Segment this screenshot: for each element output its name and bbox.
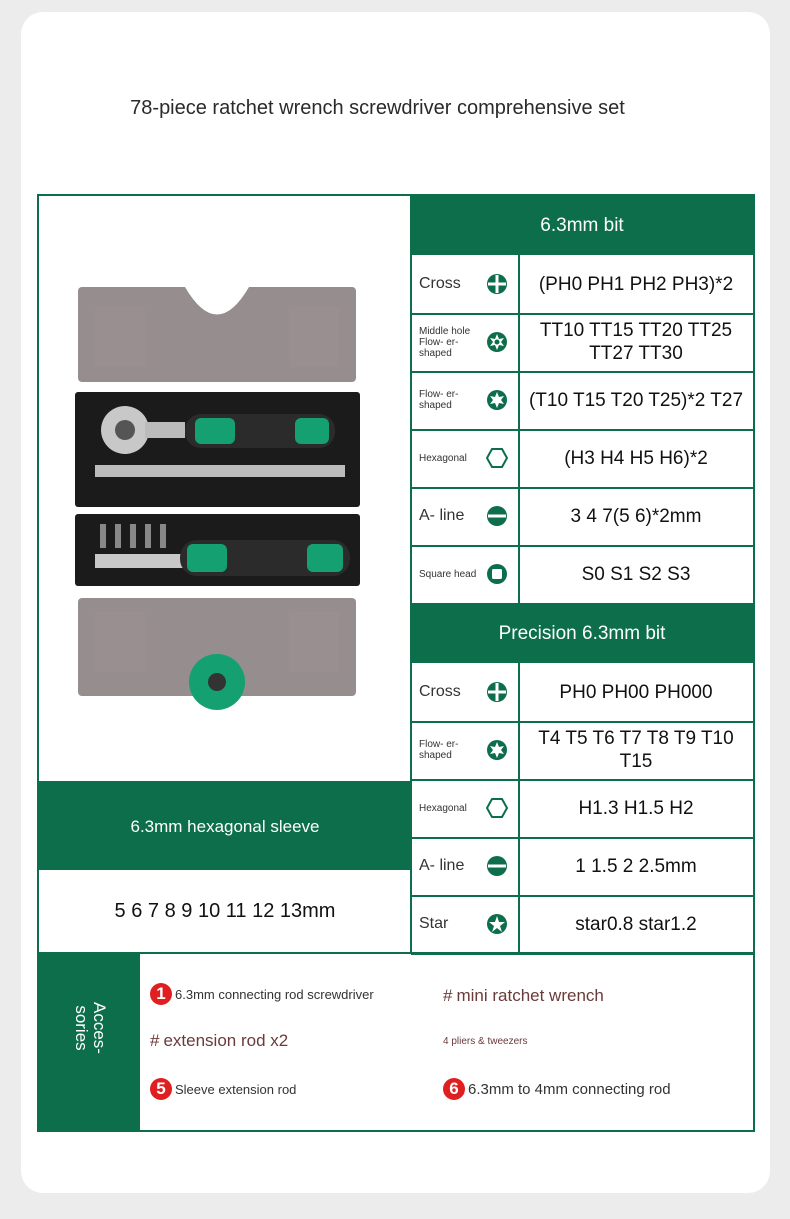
precision-row-label	[419, 895, 483, 953]
precision-row-label-text: Cross	[419, 683, 461, 700]
sleeve-divider	[39, 868, 411, 870]
bit63-row-label	[419, 487, 483, 545]
precision-row-value: 1 1.5 2 2.5mm	[575, 855, 697, 877]
sleeve-header: 6.3mm hexagonal sleeve	[39, 781, 411, 868]
accessory-marker: #	[443, 986, 453, 1005]
torx-icon	[486, 739, 508, 761]
bit63-row-value: (PH0 PH1 PH2 PH3)*2	[538, 273, 734, 295]
accessory-item	[443, 983, 604, 1009]
accessory-marker: 1	[150, 983, 172, 1005]
product-photo	[75, 282, 360, 712]
accessory-text: 6.3mm to 4mm connecting rod	[468, 1080, 671, 1098]
precision-row-label-text: Hexagonal	[419, 802, 467, 814]
precision-row-label-text: A- line	[419, 857, 465, 874]
precision-row-label	[419, 721, 483, 779]
bit63-row-label	[419, 545, 483, 603]
accessory-text: 4 pliers & tweezers	[443, 1035, 528, 1047]
page-title: 78-piece ratchet wrench screwdriver comprehensive set	[130, 97, 625, 119]
bit63-row-label-text: Middle hole Flow- er-shaped	[419, 325, 471, 359]
bit63-row-label	[419, 313, 483, 371]
slotted-icon	[486, 505, 508, 527]
bit63-row-label	[419, 371, 483, 429]
hexagon-icon	[486, 447, 508, 469]
left-right-divider	[410, 196, 412, 953]
accessory-item	[150, 981, 374, 1007]
precision-col-divider	[518, 663, 520, 953]
torx-hole-icon	[486, 331, 508, 353]
accessory-marker: 6	[443, 1078, 465, 1100]
accessory-text: extension rod x2	[163, 1031, 289, 1050]
bit63-col-divider	[518, 255, 520, 603]
precision-row-label-text: Flow- er-shaped	[419, 739, 459, 761]
accessory-item	[150, 1028, 288, 1054]
precision-row-label	[419, 837, 483, 895]
bit63-row-label-text: Flow- er-shaped	[419, 389, 459, 411]
accessory-item	[443, 1076, 671, 1102]
accessory-marker: 5	[150, 1078, 172, 1100]
precision-row-value: T4 T5 T6 T7 T8 T9 T10 T15	[538, 728, 734, 772]
precision-header: Precision 6.3mm bit	[411, 605, 753, 663]
precision-row-value: star0.8 star1.2	[575, 913, 697, 935]
bit63-row-label-text: A- line	[419, 507, 465, 524]
star-icon	[486, 913, 508, 935]
bit63-row-label-text: Hexagonal	[419, 452, 467, 464]
precision-row-label-text: Star	[419, 915, 449, 932]
slotted-icon	[486, 855, 508, 877]
precision-row-label	[419, 779, 483, 837]
cross-bit-icon	[486, 681, 508, 703]
bit63-row-value: TT10 TT15 TT20 TT25 TT27 TT30	[539, 320, 733, 364]
accessory-text: mini ratchet wrench	[456, 986, 604, 1005]
bit63-row-label-text: Cross	[419, 275, 461, 292]
bit63-row-value: 3 4 7(5 6)*2mm	[570, 505, 702, 527]
accessory-item	[150, 1076, 296, 1102]
sleeve-sizes: 5 6 7 8 9 10 11 12 13mm	[114, 899, 336, 922]
bit63-header: 6.3mm bit	[411, 196, 753, 255]
bit63-row-label	[419, 429, 483, 487]
torx-icon	[486, 389, 508, 411]
bit63-row-label-text: Square head	[419, 568, 477, 580]
accessories-label: Acces- sories	[72, 1002, 109, 1054]
cross-bit-icon	[486, 273, 508, 295]
accessory-marker: #	[150, 1031, 160, 1050]
accessory-item	[443, 1028, 527, 1054]
square-icon	[486, 563, 508, 585]
precision-row-label	[419, 663, 483, 721]
bit63-row-value: (T10 T15 T20 T25)*2 T27	[528, 389, 744, 411]
bit63-row-label	[419, 255, 483, 313]
accessory-text: Sleeve extension rod	[175, 1081, 297, 1097]
precision-row-value: H1.3 H1.5 H2	[578, 797, 694, 819]
bit63-row-value: S0 S1 S2 S3	[581, 563, 691, 585]
hexagon-icon	[486, 797, 508, 819]
accessories-divider	[39, 952, 753, 954]
bit63-row-value: (H3 H4 H5 H6)*2	[564, 447, 708, 469]
precision-row-value: PH0 PH00 PH000	[559, 681, 713, 703]
accessory-text: 6.3mm connecting rod screwdriver	[175, 986, 374, 1002]
